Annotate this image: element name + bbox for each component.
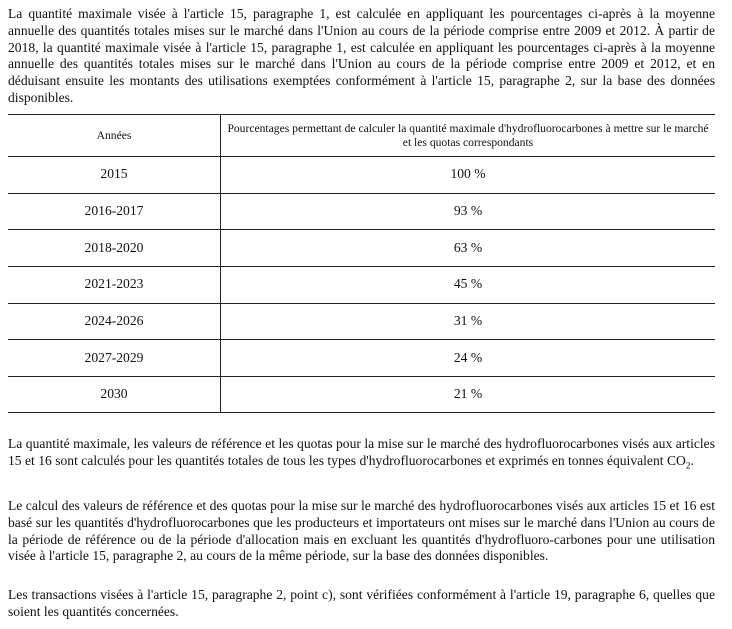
quantities-text: La quantité maximale, les valeurs de référence et les quotas pour la mise sur le marché des hydrofluorocarbones visés aux articles 15 et 16 sont calculés pour les quantités totales de tous les types d'hydrofluorocarbones et exprimés en tonnes équivalent CO <box>8 436 715 468</box>
table-row <box>8 340 715 377</box>
row-percent: 63 % <box>221 230 716 267</box>
row-years: 2016-2017 <box>8 193 221 230</box>
table-header-row <box>8 115 715 157</box>
table-row <box>8 303 715 340</box>
header-years: Années <box>8 115 221 157</box>
row-years: 2030 <box>8 376 221 412</box>
row-percent: 45 % <box>221 266 716 303</box>
quantities-paragraph <box>8 436 715 470</box>
row-percent: 100 % <box>221 157 716 194</box>
row-years: 2024-2026 <box>8 303 221 340</box>
calculation-paragraph: Le calcul des valeurs de référence et des quotas pour la mise sur le marché des hydrofluorocarbones visés aux articles 15 et 16 est basé sur les quantités d'hydrofluorocarbones que les producteurs et importateurs ont mises sur le marché dans l'Union au cours de la période de référence ou de la période d'allocation mais en excluant les quantités d'hydrofluoro-carbones pour une utilisation visée à l'article 15, paragraphe 2, au cours de la même période, sur la base des données disponibles. <box>8 498 715 564</box>
row-years: 2021-2023 <box>8 266 221 303</box>
table-row <box>8 266 715 303</box>
table-row <box>8 157 715 194</box>
row-years: 2015 <box>8 157 221 194</box>
table-row <box>8 230 715 267</box>
row-percent: 31 % <box>221 303 716 340</box>
percentages-table <box>8 114 715 413</box>
row-percent: 21 % <box>453 386 483 402</box>
header-percentages: Pourcentages permettant de calculer la quantité maximale d'hydrofluorocarbones à mettre sur le marché et les quotas correspondants <box>221 115 716 157</box>
transactions-paragraph: Les transactions visées à l'article 15, paragraphe 2, point c), sont vérifiées conformément à l'article 19, paragraphe 6, quelles que soient les quantités concernées. <box>8 587 715 619</box>
table-row <box>8 376 715 412</box>
row-percent: 24 % <box>221 340 716 377</box>
intro-paragraph: La quantité maximale visée à l'article 15, paragraphe 1, est calculée en appliquant les pourcentages ci-après à la moyenne annuelle des quantités totales mises sur le marché dans l'Union au cours de la période comprise entre 2009 et 2012. À partir de 2018, la quantité maximale visée à l'article 15, paragraphe 1, est calculée en appliquant les pourcentages ci-après à la moyenne annuelle des quantités totales mises sur le marché dans l'Union au cours de la période comprise entre 2009 et 2012, et en déduisant ensuite les montants des utilisations exemptées conformément à l'article 15, paragraphe 2, sur la base des données disponibles. <box>8 6 715 105</box>
co2-subscript: 2 <box>685 460 691 471</box>
row-years: 2018-2020 <box>8 230 221 267</box>
quantities-end: . <box>690 452 694 468</box>
row-percent: 93 % <box>221 193 716 230</box>
row-years: 2027-2029 <box>8 340 221 377</box>
table-row <box>8 193 715 230</box>
